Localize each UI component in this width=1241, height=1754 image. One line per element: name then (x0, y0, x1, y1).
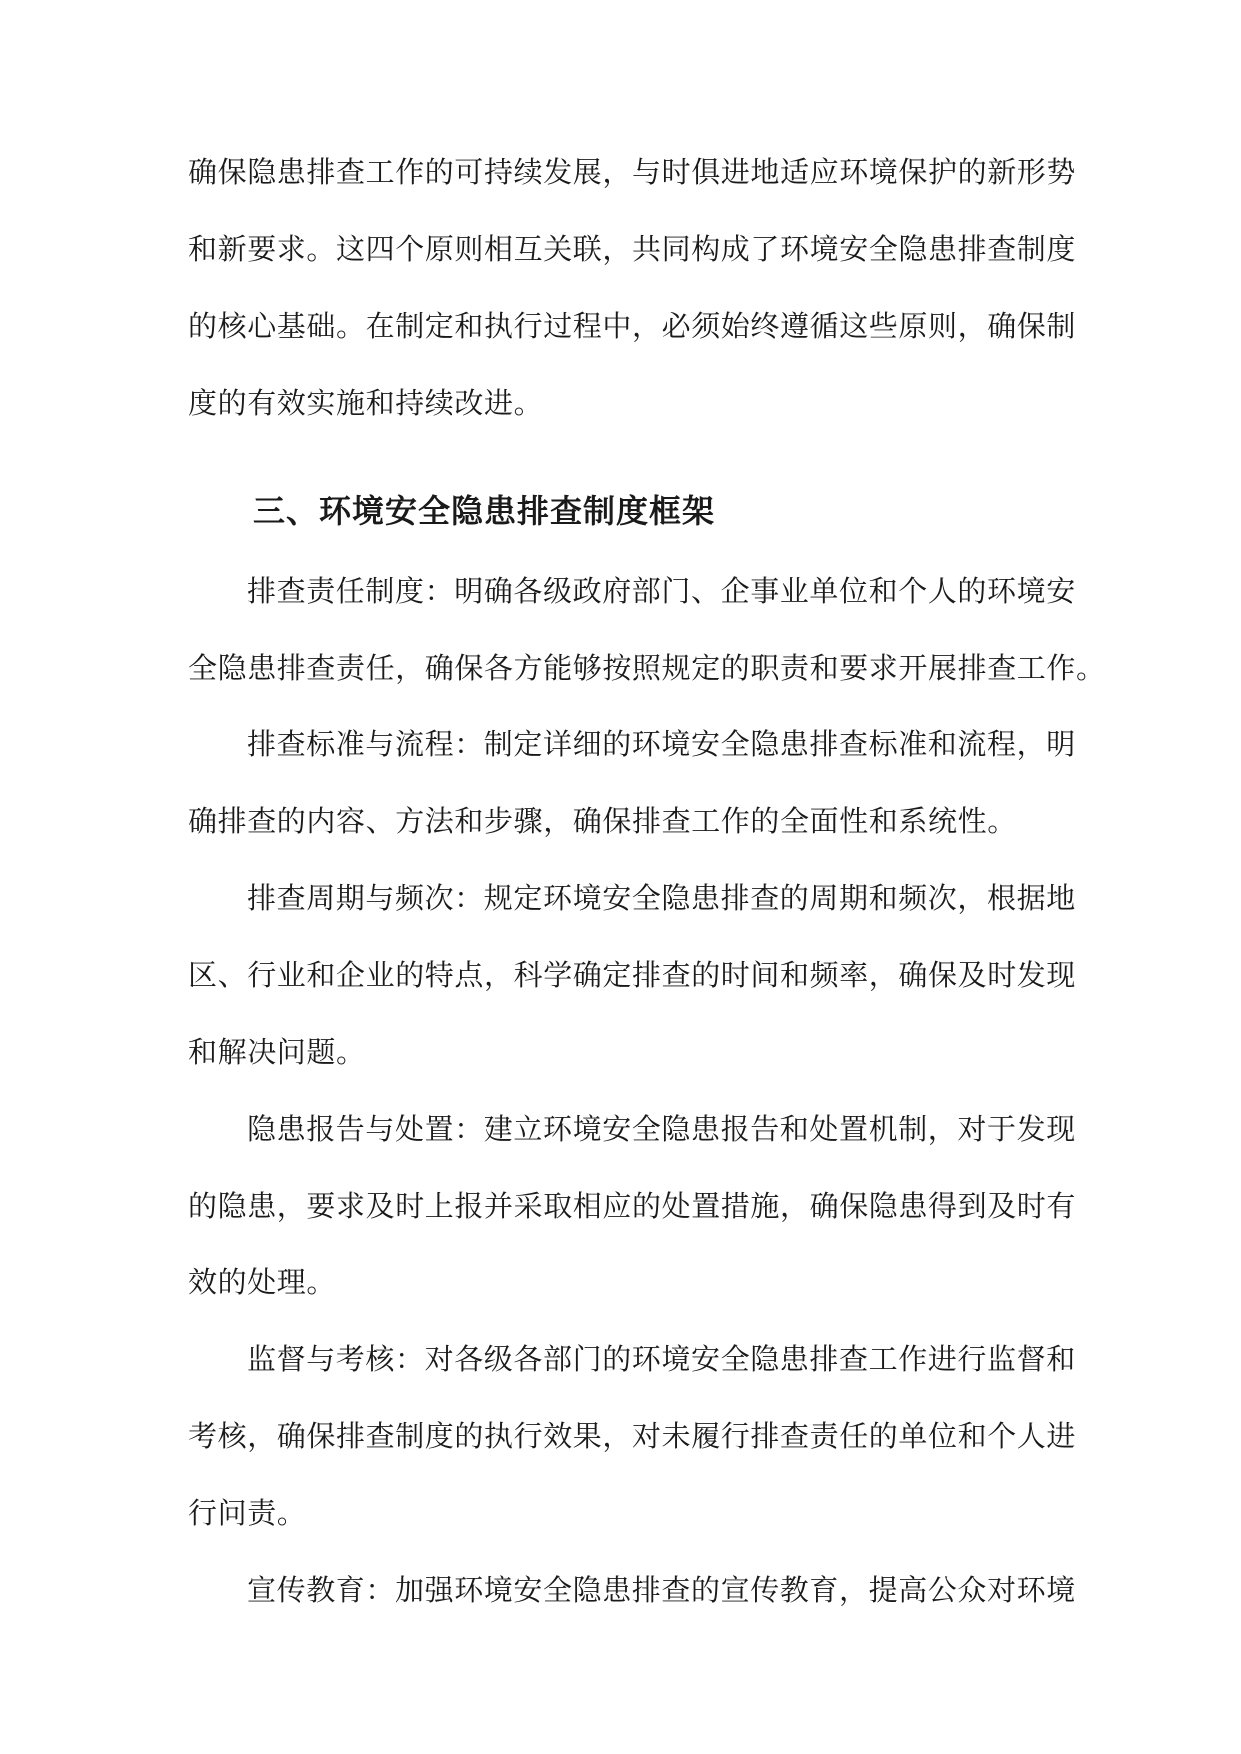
paragraph-line: 监督与考核：对各级各部门的环境安全隐患排查工作进行监督和 (247, 1342, 1076, 1376)
paragraph-line: 宣传教育：加强环境安全隐患排查的宣传教育，提高公众对环境 (247, 1573, 1076, 1607)
paragraph-line: 隐患报告与处置：建立环境安全隐患报告和处置机制，对于发现 (247, 1112, 1076, 1146)
section-heading: 三、环境安全隐患排查制度框架 (253, 492, 716, 530)
paragraph-line: 的隐患，要求及时上报并采取相应的处置措施，确保隐患得到及时有 (188, 1189, 1077, 1223)
intro-line: 的核心基础。在制定和执行过程中，必须始终遵循这些原则，确保制 (188, 309, 1077, 343)
paragraph-line: 排查周期与频次：规定环境安全隐患排查的周期和频次，根据地 (247, 881, 1076, 915)
intro-line: 度的有效实施和持续改进。 (188, 386, 544, 420)
intro-line: 确保隐患排查工作的可持续发展，与时俱进地适应环境保护的新形势 (188, 155, 1077, 189)
paragraph-line: 确排查的内容、方法和步骤，确保排查工作的全面性和系统性。 (188, 804, 1017, 838)
paragraph-line: 排查责任制度：明确各级政府部门、企事业单位和个人的环境安 (247, 574, 1076, 608)
paragraph-line: 行问责。 (188, 1496, 307, 1530)
paragraph-line: 考核，确保排查制度的执行效果，对未履行排查责任的单位和个人进 (188, 1419, 1077, 1453)
paragraph-line: 效的处理。 (188, 1265, 337, 1299)
intro-line: 和新要求。这四个原则相互关联，共同构成了环境安全隐患排查制度 (188, 232, 1077, 266)
paragraph-line: 区、行业和企业的特点，科学确定排查的时间和频率，确保及时发现 (188, 958, 1077, 992)
paragraph-line: 排查标准与流程：制定详细的环境安全隐患排查标准和流程，明 (247, 727, 1076, 761)
paragraph-line: 和解决问题。 (188, 1035, 366, 1069)
paragraph-line: 全隐患排查责任，确保各方能够按照规定的职责和要求开展排查工作。 (188, 651, 1106, 685)
